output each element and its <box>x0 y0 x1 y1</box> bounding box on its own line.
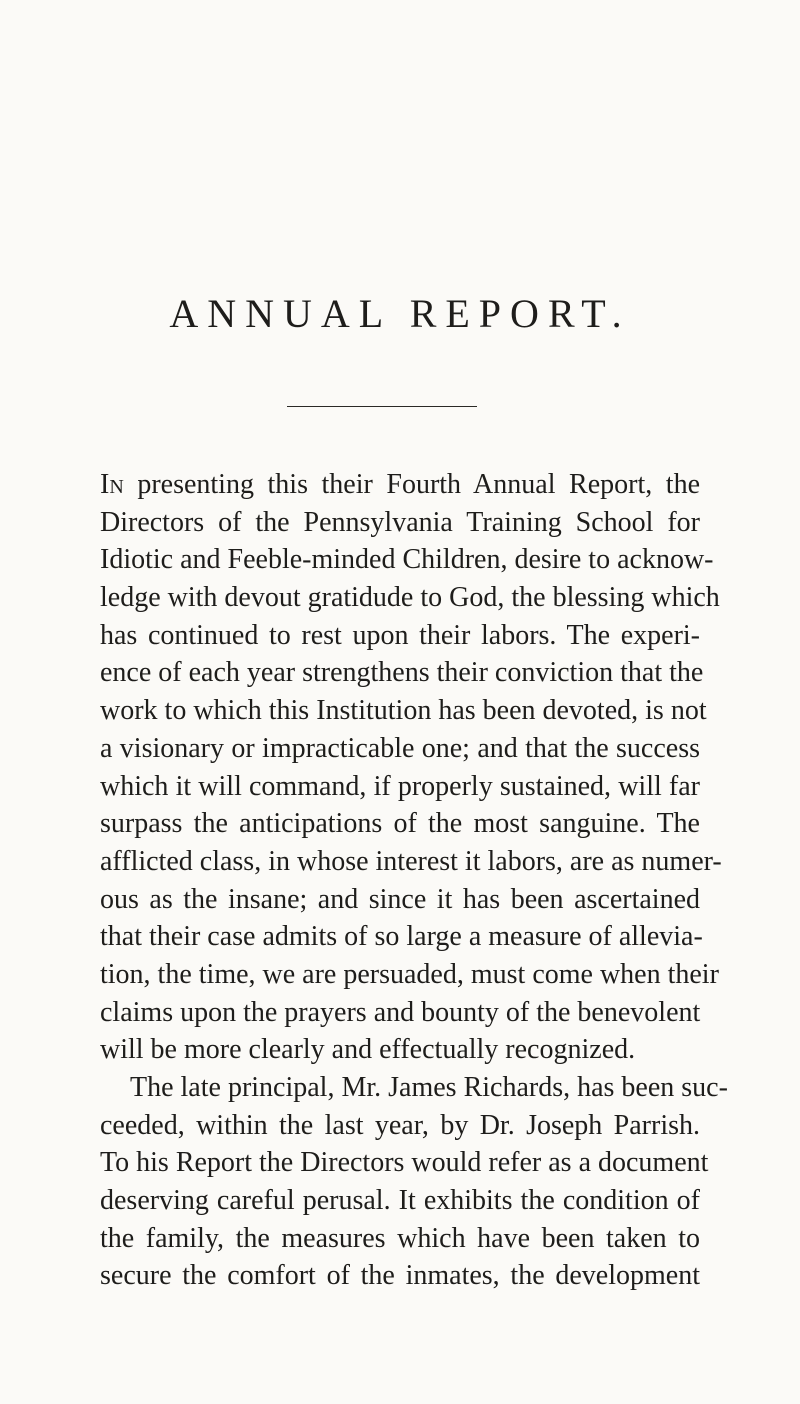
text-line: has continued to rest upon their labors. The experi- <box>100 619 700 651</box>
text-line: afflicted class, in whose interest it labors, are as numer- <box>100 845 722 877</box>
text-line: In presenting this their Fourth Annual Report, the <box>100 469 700 500</box>
title-rule <box>287 406 477 407</box>
text-line: which it will command, if properly sustained, will far <box>100 770 700 802</box>
text-line: will be more clearly and effectually recognized. <box>100 1034 636 1066</box>
text-line: ceeded, within the last year, by Dr. Joseph Parrish. <box>100 1109 700 1141</box>
text-line: secure the comfort of the inmates, the development <box>100 1260 700 1292</box>
text-line: Idiotic and Feeble-minded Children, desire to acknow- <box>100 544 714 576</box>
text-line: Directors of the Pennsylvania Training School for <box>100 506 700 538</box>
text-line: tion, the time, we are persuaded, must come when their <box>100 958 719 990</box>
text-line: surpass the anticipations of the most sanguine. The <box>100 808 700 840</box>
text-line: a visionary or impracticable one; and that the success <box>100 732 700 764</box>
text-line: the family, the measures which have been taken to <box>100 1222 700 1254</box>
text-line: To his Report the Directors would refer as a document <box>100 1147 709 1179</box>
opening-word: In <box>100 469 124 500</box>
text-line: The late principal, Mr. James Richards, has been suc- <box>130 1072 728 1103</box>
page-title: ANNUAL REPORT. <box>169 291 631 336</box>
text-line: claims upon the prayers and bounty of the benevolent <box>100 996 701 1028</box>
text-line: deserving careful perusal. It exhibits the condition of <box>100 1185 700 1217</box>
text-line: ledge with devout gratidude to God, the blessing which <box>100 582 720 614</box>
report-body <box>100 466 728 1295</box>
text-line: work to which this Institution has been devoted, is not <box>100 695 707 727</box>
text-line: ous as the insane; and since it has been ascertained <box>100 883 700 915</box>
text-line: that their case admits of so large a measure of allevia- <box>100 921 703 953</box>
text-line: ence of each year strengthens their conviction that the <box>100 657 704 689</box>
